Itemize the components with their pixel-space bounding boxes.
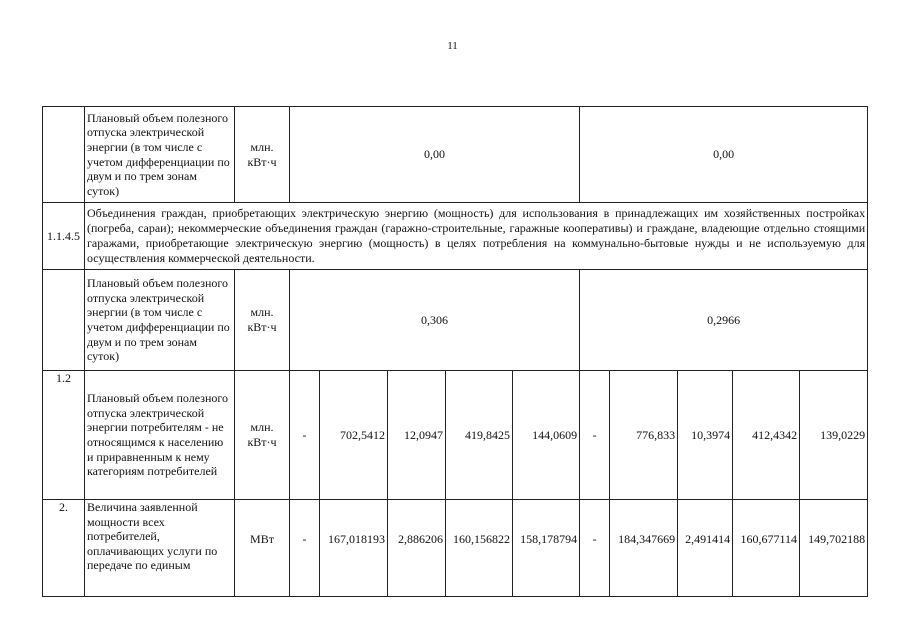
- row-label-text: Величина заявленной мощности всех потребителей, оплачивающих услуги по передаче по единым: [87, 500, 218, 573]
- value-cell: 184,347669: [610, 500, 678, 597]
- row-label: Плановый объем полезного отпуска электрической энергии потребителям - не относящимся к населению и приравненным к нему категориям потребителей: [85, 371, 235, 500]
- row-number-cell: 1.1.4.5: [43, 203, 85, 270]
- value-cell-period-2: 0,2966: [580, 270, 868, 371]
- row-number-cell: [43, 270, 85, 371]
- value-cell: -: [580, 371, 610, 500]
- table-row: [43, 371, 868, 500]
- value-cell-period-1: 0,00: [290, 107, 580, 203]
- value-cell: -: [290, 500, 320, 597]
- row-number-cell: 2.: [43, 500, 85, 597]
- unit-cell: млн. кВт·ч: [235, 107, 290, 203]
- value-cell: 158,178794: [513, 500, 580, 597]
- value-cell: 2,491414: [678, 500, 733, 597]
- unit-cell: млн. кВт·ч: [235, 270, 290, 371]
- value-cell: 149,702188: [800, 500, 868, 597]
- value-cell-period-2: 0,00: [580, 107, 868, 203]
- category-description: Объединения граждан, приобретающих электрическую энергию (мощность) для использования в принадлежащих им хозяйственных постройках (погреба, сараи); некоммерческие объединения граждан (гаражно-строительные, гаражные кооперативы) и граждане, владеющие отдельно стоящими гаражами, приобретающие электрическую энергию (мощность) в целях потребления на коммунально-бытовые нужды и не используемую для осуществления коммерческой деятельности.: [85, 203, 868, 270]
- row-label: [85, 500, 235, 597]
- page-number: 11: [447, 40, 458, 52]
- unit-cell: млн. кВт·ч: [235, 371, 290, 500]
- row-number-cell: [43, 107, 85, 203]
- value-cell: 160,156822: [446, 500, 513, 597]
- table-row: [43, 107, 868, 203]
- value-cell: 419,8425: [446, 371, 513, 500]
- value-cell: 702,5412: [320, 371, 388, 500]
- value-cell: 12,0947: [388, 371, 446, 500]
- table-row: [43, 203, 868, 270]
- row-label: Плановый объем полезного отпуска электрической энергии (в том числе с учетом дифференциации по двум и по трем зонам суток): [85, 270, 235, 371]
- value-cell: 139,0229: [800, 371, 868, 500]
- table-row: [43, 270, 868, 371]
- value-cell: 10,3974: [678, 371, 733, 500]
- value-cell: -: [580, 500, 610, 597]
- tariff-table: [42, 106, 868, 597]
- value-cell: 160,677114: [733, 500, 800, 597]
- value-cell: -: [290, 371, 320, 500]
- value-cell: 412,4342: [733, 371, 800, 500]
- table-row: [43, 500, 868, 597]
- value-cell: 167,018193: [320, 500, 388, 597]
- value-cell: 144,0609: [513, 371, 580, 500]
- row-number-cell: 1.2: [43, 371, 85, 500]
- value-cell-period-1: 0,306: [290, 270, 580, 371]
- unit-cell: МВт: [235, 500, 290, 597]
- row-label: Плановый объем полезного отпуска электрической энергии (в том числе с учетом дифференциации по двум и по трем зонам суток): [85, 107, 235, 203]
- value-cell: 776,833: [610, 371, 678, 500]
- value-cell: 2,886206: [388, 500, 446, 597]
